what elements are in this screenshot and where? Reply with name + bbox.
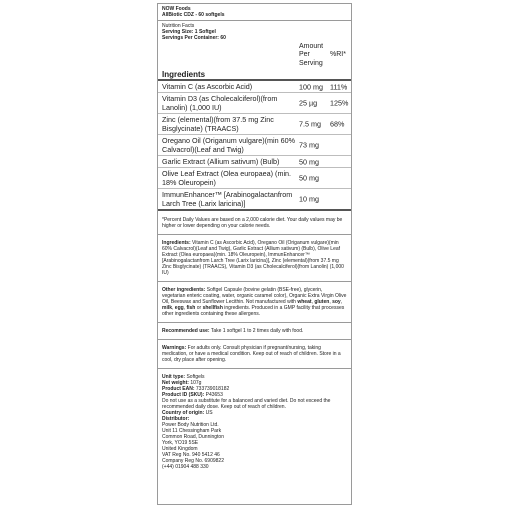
product-header bbox=[158, 4, 351, 18]
distributor-line: Company Reg No. 6909822 bbox=[162, 458, 224, 464]
nutrient-amount: 10 mg bbox=[299, 194, 319, 204]
sku-label: Product ID (SKU): bbox=[162, 392, 205, 398]
nutrition-table bbox=[158, 81, 351, 209]
origin-label: Country of origin: bbox=[162, 410, 205, 416]
nutrient-ri: 125% bbox=[330, 98, 349, 108]
nutrient-name: Zinc (elemental)(from 37.5 mg Zinc Bisglycinate) (TRAACS) bbox=[162, 115, 274, 133]
warnings-section bbox=[158, 342, 351, 366]
ingredients-label: Ingredients: bbox=[162, 240, 191, 246]
separator: , bbox=[311, 299, 315, 305]
other-ingredients-text: Softgel Capsule (bovine gelatin (BSE-free), glycerin, vegetarian enteric coating, water, organic caramel color), Organic Extra Virgin Olive Oil, Beeswax and Sunflower Lecithin. Not manufactured with bbox=[162, 287, 347, 305]
recommended-use-section bbox=[158, 325, 351, 337]
allergen-soy: soy bbox=[332, 299, 341, 305]
product-details-section bbox=[158, 371, 351, 473]
ri-column-header: %RI* bbox=[330, 51, 346, 58]
allergen-milk: milk bbox=[162, 305, 173, 311]
warnings-text: For adults only. Consult physician if pregnant/nursing, taking medication, or have a medical condition. Keep out of reach of children. Store in a cool, dry place after opening. bbox=[162, 345, 341, 363]
nutrition-title: Nutrition Facts bbox=[162, 23, 195, 29]
disclaimer: Do not use as a substitute for a balanced and varied diet. Do not exceed the recommended daily dose. Keep out of reach of children. bbox=[162, 398, 331, 410]
nutrient-amount: 50 mg bbox=[299, 173, 319, 183]
distributor-line: (+44) 01904 488 330 bbox=[162, 464, 209, 470]
net-weight-value: 107g bbox=[188, 380, 202, 386]
nutrient-row bbox=[158, 188, 351, 209]
allergen-shellfish: shellfish bbox=[202, 305, 223, 311]
nutrient-name: Vitamin C (as Ascorbic Acid) bbox=[162, 82, 253, 91]
nutrient-row bbox=[158, 134, 351, 155]
unit-type-value: Softgels bbox=[185, 374, 205, 380]
allergen-gluten: gluten bbox=[314, 299, 330, 305]
divider bbox=[158, 339, 351, 340]
other-ingredients-label: Other ingredients: bbox=[162, 287, 206, 293]
recommended-use-label: Recommended use: bbox=[162, 328, 210, 334]
separator: , bbox=[329, 299, 333, 305]
ingredients-section bbox=[158, 237, 351, 279]
distributor-line: VAT Reg No. 940 5412 46 bbox=[162, 452, 220, 458]
nutrient-row bbox=[158, 113, 351, 134]
distributor-line: Unit 11 Chessingham Park bbox=[162, 428, 222, 434]
separator: , bbox=[340, 299, 343, 305]
nutrient-name: Garlic Extract (Allium sativum) (Bulb) bbox=[162, 157, 280, 166]
origin-value: US bbox=[204, 410, 213, 416]
allergen-egg: egg bbox=[174, 305, 184, 311]
distributor-line: Power Body Nutrition Ltd. bbox=[162, 422, 219, 428]
distributor-line: United Kingdom bbox=[162, 446, 198, 452]
serving-size: Serving Size: 1 Softgel bbox=[162, 29, 216, 35]
separator: or bbox=[195, 305, 203, 311]
product-label-panel bbox=[157, 3, 352, 505]
separator: , bbox=[183, 305, 187, 311]
nutrient-amount: 100 mg bbox=[299, 82, 323, 91]
servings-per-container: Servings Per Container: 60 bbox=[162, 35, 226, 41]
ingredients-column-header: Ingredients bbox=[162, 70, 206, 79]
warnings-label: Warnings: bbox=[162, 345, 187, 351]
divider bbox=[158, 322, 351, 323]
brand-name: NOW Foods bbox=[162, 6, 191, 12]
recommended-use-text: Take 1 softgel 1 to 2 times daily with food. bbox=[209, 328, 304, 334]
allergen-wheat: wheat bbox=[297, 299, 312, 305]
divider bbox=[158, 20, 351, 21]
other-ingredients-text-end: ingredients. Produced in a GMP facility that processes other ingredients containing these allergens. bbox=[162, 305, 345, 317]
nutrient-name: ImmunEnhancer™ [Arabinogalactanfrom Larch Tree (Larix laricina)] bbox=[162, 190, 293, 208]
ean-label: Product EAN: bbox=[162, 386, 195, 392]
other-ingredients-section bbox=[158, 284, 351, 320]
nutrient-amount: 73 mg bbox=[299, 140, 319, 150]
nutrient-row bbox=[158, 81, 351, 92]
divider bbox=[158, 234, 351, 235]
nutrient-amount: 7.5 mg bbox=[299, 119, 321, 129]
nutrient-row bbox=[158, 155, 351, 167]
divider bbox=[158, 368, 351, 369]
nutrient-name: Olive Leaf Extract (Olea europaea) (min. 18% Oleuropein) bbox=[162, 169, 292, 187]
allergen-fish: fish bbox=[186, 305, 196, 311]
unit-type-label: Unit type: bbox=[162, 374, 186, 380]
distributor-line: York, YO19 5SE bbox=[162, 440, 199, 446]
nutrition-table-header bbox=[158, 43, 351, 79]
daily-values-footnote: *Percent Daily Values are based on a 2,000 calorie diet. Your daily values may be higher or lower depending on your calorie needs. bbox=[162, 217, 343, 229]
nutrient-name: Oregano Oil (Origanum vulgare)(min 60% Calvacrol)(Leaf and Twig) bbox=[162, 136, 296, 154]
nutrient-ri: 68% bbox=[330, 119, 345, 129]
nutrient-ri: 111% bbox=[330, 82, 348, 91]
product-name: AllBiotic CDZ - 60 softgels bbox=[162, 12, 225, 18]
nutrient-amount: 25 µg bbox=[299, 98, 318, 108]
nutrient-amount: 50 mg bbox=[299, 157, 319, 166]
nutrient-row bbox=[158, 167, 351, 188]
sku-value: P43653 bbox=[204, 392, 223, 398]
separator: , bbox=[172, 305, 175, 311]
nutrient-row bbox=[158, 92, 351, 113]
ean-value: 733739018182 bbox=[194, 386, 230, 392]
serving-info bbox=[158, 23, 351, 41]
distributor-line: Common Road, Dunnington bbox=[162, 434, 224, 440]
nutrient-name: Vitamin D3 (as Cholecalciferol)(from Lanolin) (1,000 IU) bbox=[162, 94, 278, 112]
net-weight-label: Net weight: bbox=[162, 380, 189, 386]
divider bbox=[158, 281, 351, 282]
amount-column-header: Amount Per Serving bbox=[299, 43, 324, 67]
ingredients-text: Vitamin C (as Ascorbic Acid), Oregano Oil (Origanum vulgare)(min 60% Calvacrol)(Leaf and Twig), Garlic Extract (Allium sativum) (Bulb), Olive Leaf Extract (Olea europaea)(min. 18% Oleuropein), ImmunEnhancer™ [Arabinogalactanfrom Larch Tree (Larix laricina)], Zinc (elemental)(from 37.5 mg Zinc Bisglycinate) (TRAACS), Vitamin D3 (as Cholecalciferol)(from Lanolin) (1,000 IU) bbox=[162, 240, 344, 276]
distributor-label: Distributor: bbox=[162, 416, 190, 422]
